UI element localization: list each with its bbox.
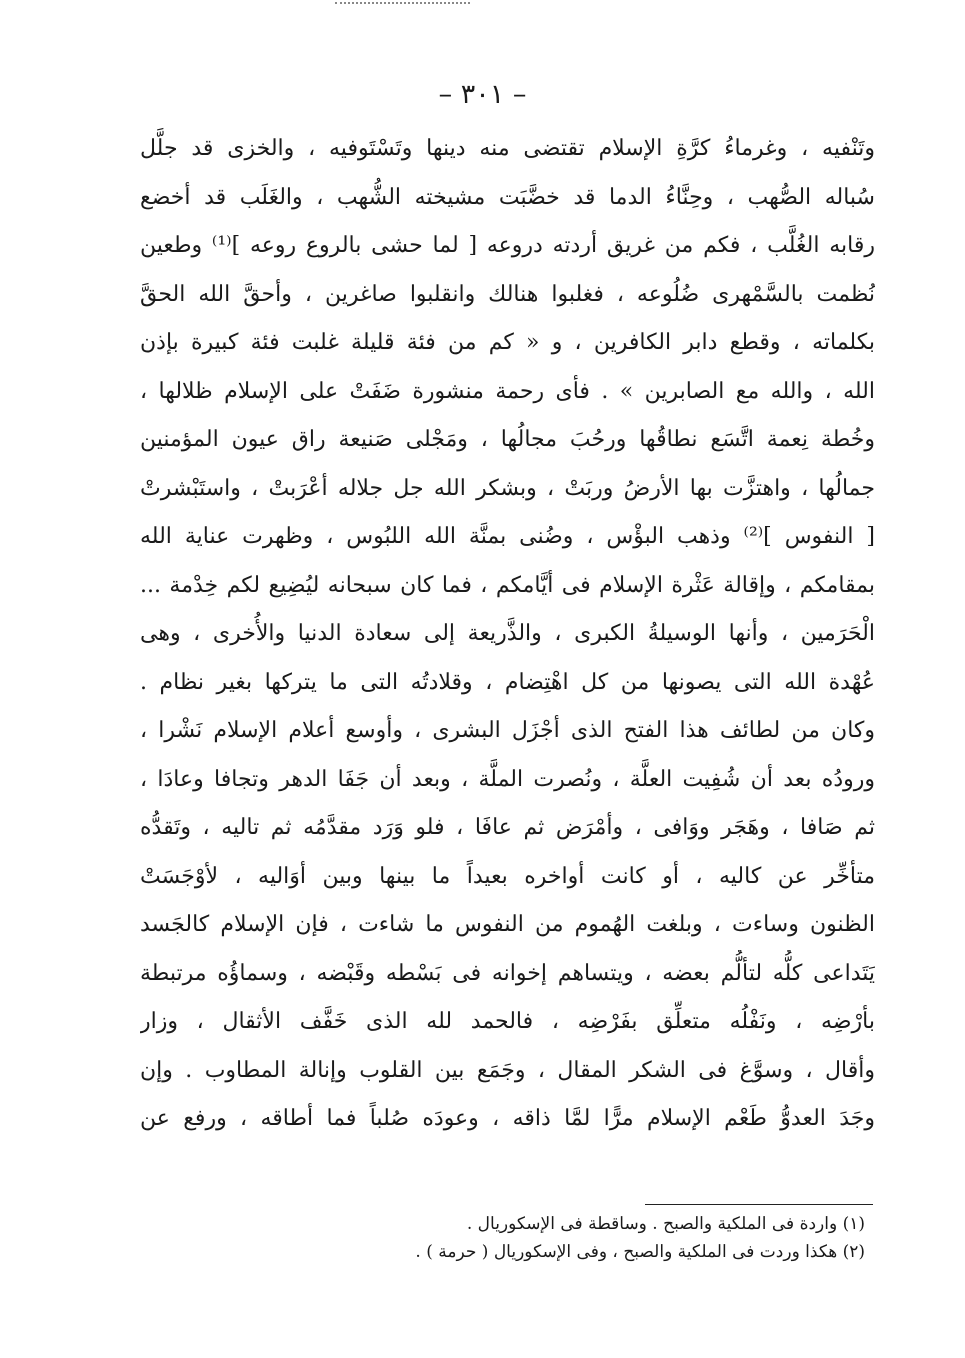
footnotes xyxy=(140,1210,875,1266)
footnote: (١) واردة فى الملكية والصبح . وساقطة فى الإسكوريال . xyxy=(466,1214,865,1234)
text-line: عُهْدة الله التى يصونها من كل اهْتِضام ، وقلادتُه التى ما يتركها بغير نظام . xyxy=(140,669,875,695)
text-line: بمقامكم ، وإقالة عَثْرة الإسلام فى أيَّامكم ، فما كان سبحانه ليُضِيع لكم خِدْمة ... xyxy=(140,572,875,598)
text-line: ورودُه بعد أن شُفِيت العلَّة ، ونُصرت الملَّة ، وبعد أن جَفَا الدهر وتجافا وعادَا ، xyxy=(140,766,875,792)
top-page-edge-mark xyxy=(335,2,470,4)
text-line: ثم صَافا ، وهَجَر ووَافى ، وأمْرَض ثم عافَا ، فلو وَرَد مقدَّمُه ثم تاليه ، وتَقدُّه xyxy=(140,815,875,840)
text-line: وتَنْفيه ، وغرماءُ كرَّةِ الإسلام تقتضى منه دينها وتَسْتَوفيه ، والخزى قد جلَّل xyxy=(140,136,875,161)
page-number: – ٣٠١ – xyxy=(438,79,527,110)
text-line: يَتَداعى كلُّه لتألُّم بعضه ، ويتساهم إخوانه فى بَسْطه وقَبْضه ، وسماؤُه مرتبطة xyxy=(140,960,875,986)
text-line: وكان من لطائف هذا الفتح الذى أجْزَل البشرى ، وأوسع أعلام الإسلام نَشْرا ، xyxy=(140,718,875,743)
text-line: الظنون وساءت ، وبلغت الهُموم من النفوس ما شاءت ، فإن الإسلام كالجَسد xyxy=(140,912,875,937)
text-line: رقابه الغُلَّب ، فكم من غريق أردته دروعه [ لما حشى بالروع روعه ]⁽¹⁾ وطعين xyxy=(140,233,875,258)
text-line: سُباله الصُّهب ، وحِنَّاءُ الدما قد خضَّبَت مشيخته الشُّهب ، والغَلَب قد أخضع xyxy=(140,184,875,210)
text-line: بأرْضِه ، ونَفْلُه متعلِّق بفَرْضِه ، فالحمد لله الذى خَفَّف الأثقال ، وزار xyxy=(140,1009,875,1034)
text-line: الْحَرَمين ، وأنها الوسيلةُ الكبرى ، والذَّريعة إلى سعادة الدنيا والأُخرى ، وهى xyxy=(140,621,875,646)
text-line: نُظمت بالسَّمْهرى ضُلُوعه ، فغلبوا هنالك وانقلبوا صاغرين ، وأحقَّ الله الحقَّ xyxy=(140,281,875,307)
text-line: بكلماته ، وقطع دابر الكافرين ، و « كم من فئة قليلة غلبت فئة كبيرة بإذن xyxy=(140,330,875,355)
text-line: الله ، والله مع الصابرين » . فأى رحمة منشورة ضَفَتْ على الإسلام ظلالها ، xyxy=(140,378,875,404)
body-text xyxy=(140,125,875,1144)
footnote-separator xyxy=(645,1204,873,1205)
text-line: وجَدَ العدوُّ طَعْم الإسلام مرًّا لمَّا ذاقه ، وعودَه صُلباً فما أطاقه ، ورفع عن xyxy=(140,1106,875,1131)
text-line: وأقال ، وسوَّغ فى الشكر المقال ، وجَمَع بين القلوب وإنالة المطاوب . وإن xyxy=(140,1057,875,1083)
text-line: متأخِّر عن كاليه ، أو كانت أواخره بعيداً ما بينها وبين أوَاليه ، لأوْجَسَتْ xyxy=(140,863,875,889)
text-line: [ النفوس ]⁽²⁾ وذهب البؤْس ، وضُنى بمنَّة الله اللبُوس ، وظهرت عناية الله xyxy=(140,524,875,549)
text-line: جمالُها ، واهتزَّت بها الأرضُ وربَتْ ، وبشكر الله جل جلاله أعْرَبتْ ، واستَبْشرتْ xyxy=(140,475,875,501)
footnote: (٢) هكذا وردت فى الملكية والصبح ، وفى الإسكوريال ( حرمة ) . xyxy=(415,1242,865,1262)
text-line: وخُطة نِعمة اتَّسَع نطاقُها ورحُبَ مجالُها ، ومَجْلى صَنيعة راق عيون المؤمنين xyxy=(140,427,875,452)
